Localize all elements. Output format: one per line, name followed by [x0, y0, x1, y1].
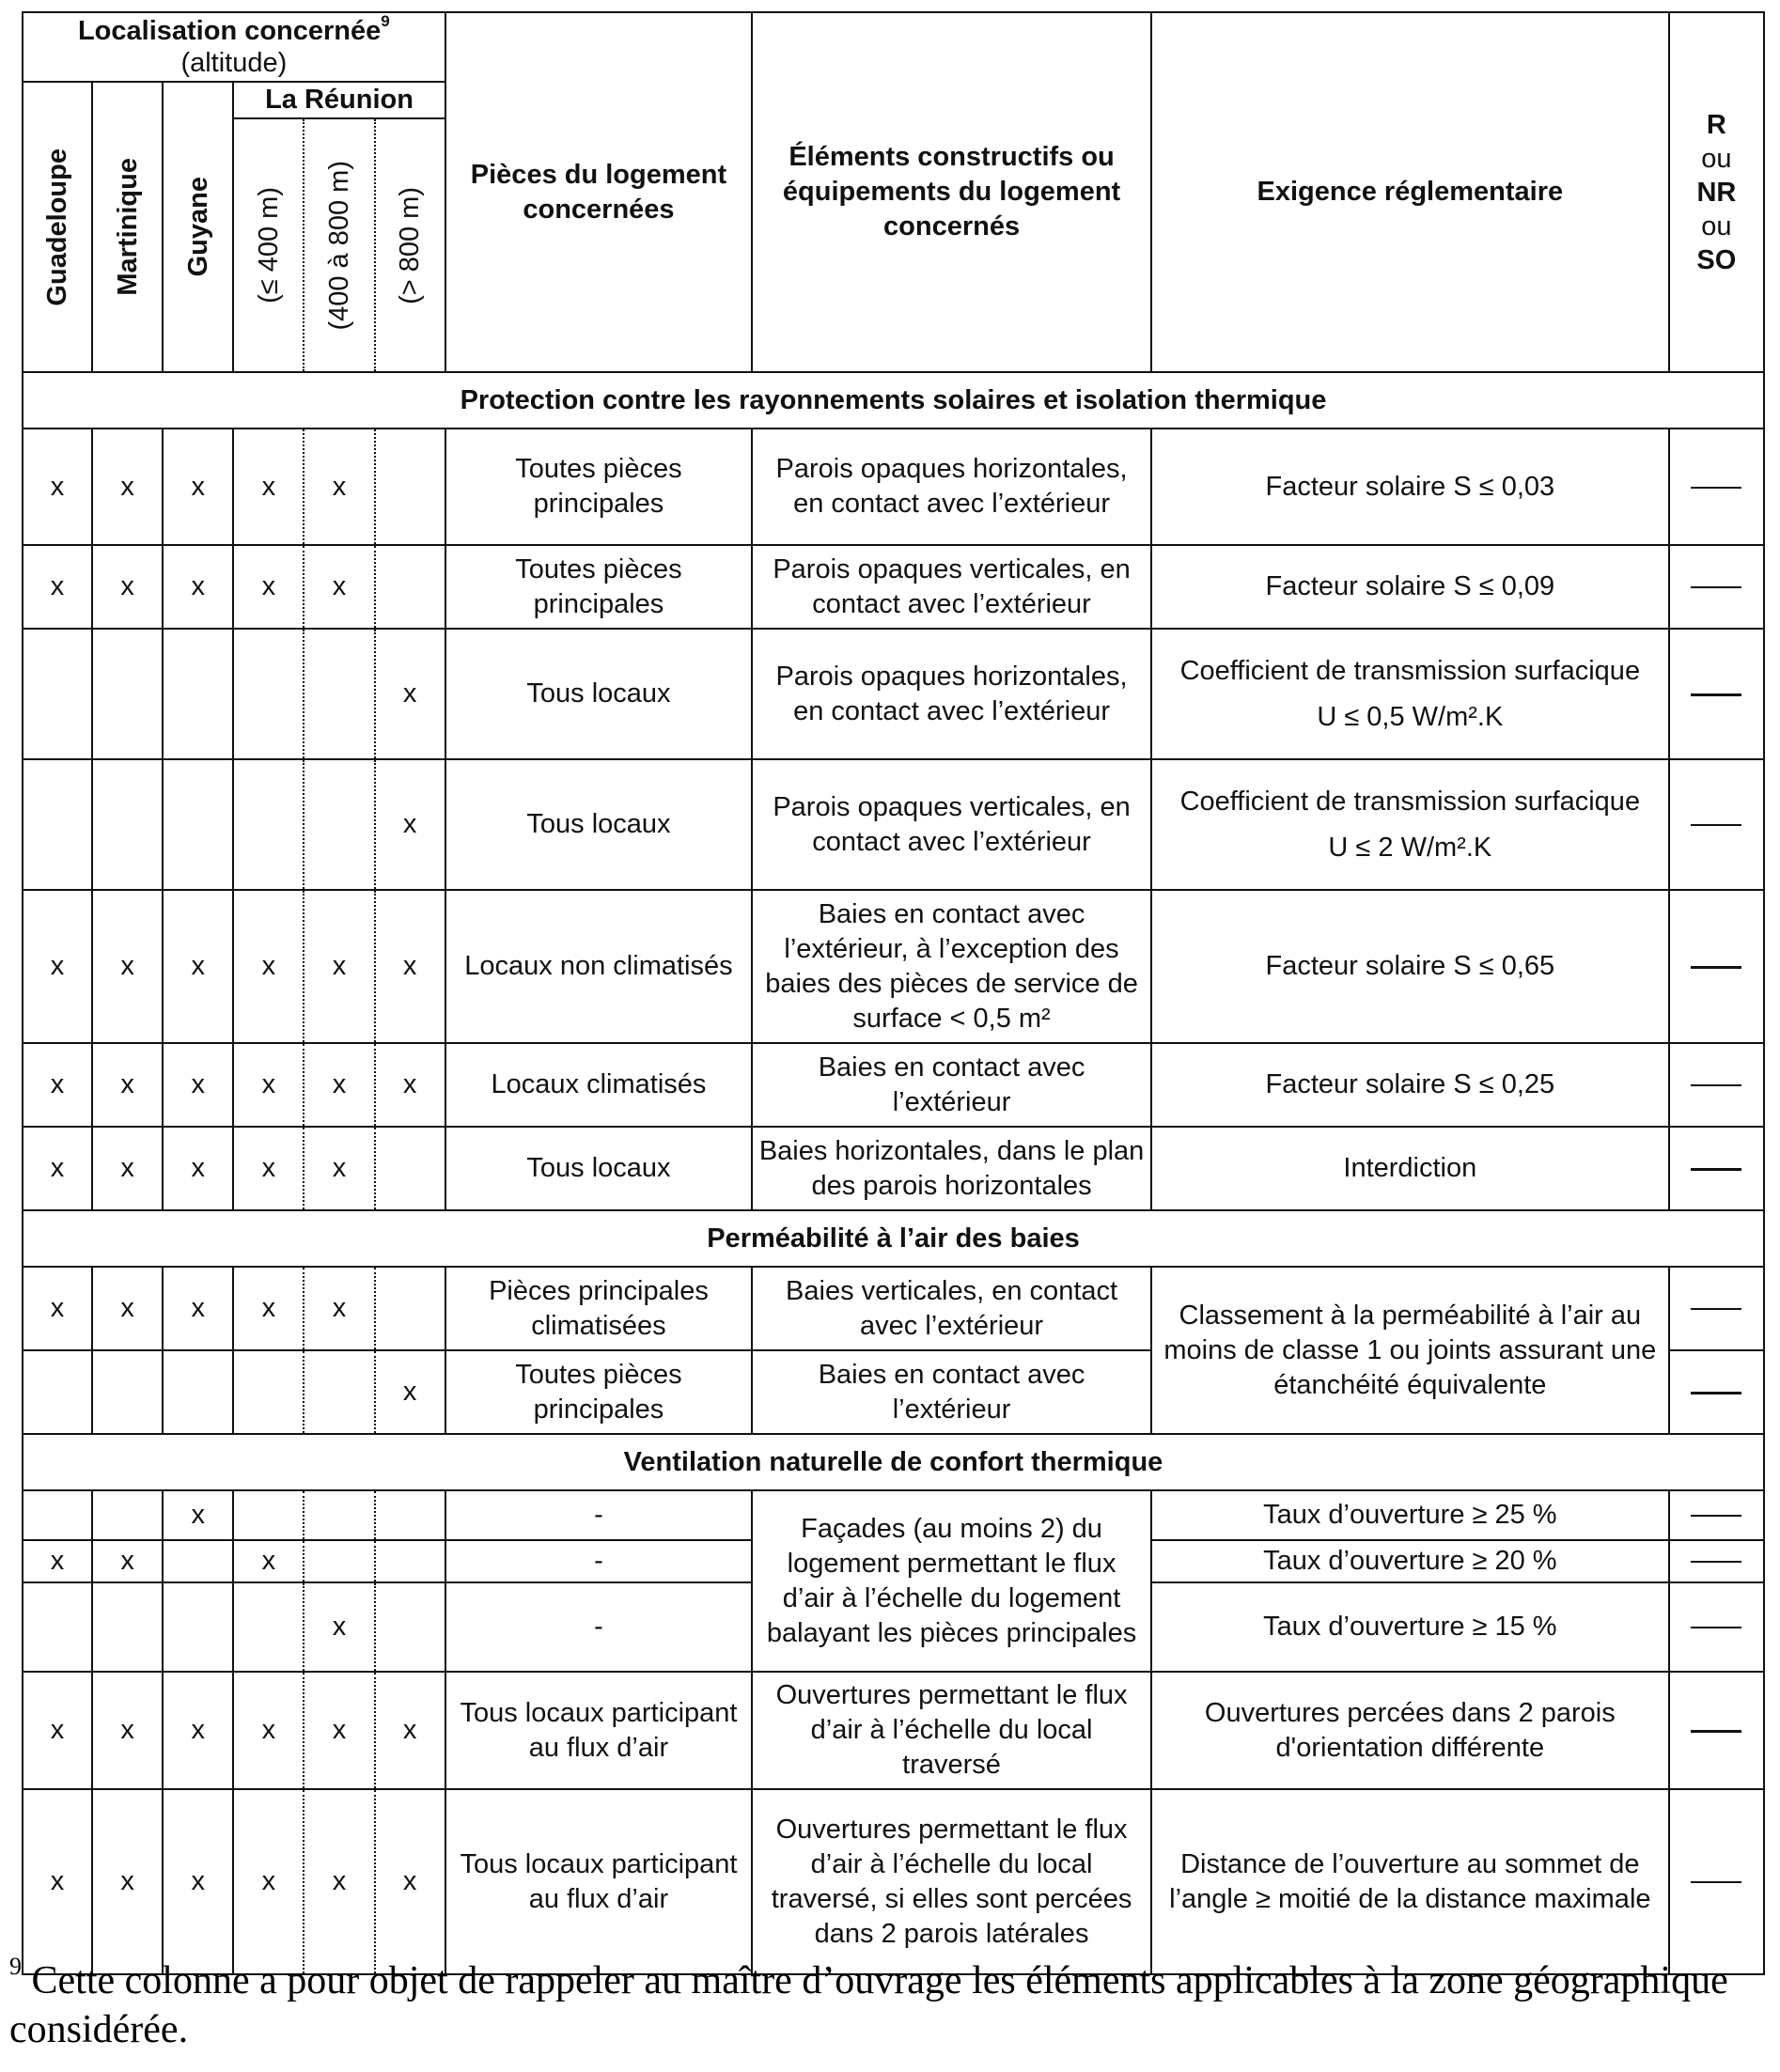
exigence-cell: Classement à la perméabilité à l’air au moins de classe 1 ou joints assurant une étanchéité équivalente	[1151, 1267, 1669, 1434]
elements-cell: Façades (au moins 2) du logement permettant le flux d’air à l’échelle du logement balayant les pièces principales	[752, 1490, 1151, 1672]
mark-cell: x	[233, 890, 304, 1043]
mark-cell	[304, 629, 374, 759]
pieces-cell: Tous locaux participant au flux d’air	[445, 1789, 753, 1974]
mark-cell: x	[233, 428, 304, 545]
mark-cell	[92, 1490, 163, 1540]
mark-cell: x	[375, 1789, 445, 1974]
mark-cell: x	[163, 428, 233, 545]
mark-cell: x	[375, 1672, 445, 1789]
exigence-cell: Taux d’ouverture ≥ 15 %	[1151, 1582, 1669, 1672]
elements-cell: Parois opaques verticales, en contact avec l’extérieur	[752, 759, 1151, 890]
mark-cell	[233, 1350, 304, 1434]
mark-cell: x	[375, 629, 445, 759]
exigence-cell: Facteur solaire S ≤ 0,65	[1151, 890, 1669, 1043]
table-row	[23, 1267, 1764, 1350]
mark-cell: x	[92, 428, 163, 545]
elements-cell: Baies horizontales, dans le plan des parois horizontales	[752, 1127, 1151, 1210]
mark-cell: x	[304, 890, 374, 1043]
exigence-cell: Taux d’ouverture ≥ 20 %	[1151, 1540, 1669, 1582]
mark-cell	[233, 759, 304, 890]
status-cell	[1669, 545, 1764, 629]
mark-cell: x	[233, 1789, 304, 1974]
mark-cell	[163, 759, 233, 890]
blank-line	[1691, 586, 1741, 588]
mark-cell	[163, 1350, 233, 1434]
table-row	[23, 890, 1764, 1043]
mark-cell: x	[92, 890, 163, 1043]
mark-cell: x	[92, 1789, 163, 1974]
exigence-cell	[1151, 759, 1669, 890]
status-cell	[1669, 890, 1764, 1043]
table-row	[23, 1490, 1764, 1540]
mark-cell: x	[23, 428, 92, 545]
status-cell	[1669, 1267, 1764, 1350]
mark-cell: x	[23, 1789, 92, 1974]
section-title: Ventilation naturelle de confort thermique	[23, 1434, 1764, 1490]
mark-cell: x	[233, 1043, 304, 1127]
status-cell	[1669, 759, 1764, 890]
alt2-header	[304, 118, 374, 372]
exigence-header: Exigence réglementaire	[1151, 12, 1669, 372]
blank-line	[1691, 1084, 1741, 1086]
mark-cell: x	[163, 1789, 233, 1974]
footnote	[9, 1953, 1767, 2054]
mark-cell: x	[375, 890, 445, 1043]
exigence-text: Coefficient de transmission surfacique	[1179, 655, 1641, 686]
status-cell	[1669, 428, 1764, 545]
pieces-cell: -	[445, 1490, 753, 1540]
mark-cell: x	[304, 1043, 374, 1127]
footnote-number: 9	[9, 1953, 22, 1980]
ou-label: ou	[1701, 143, 1732, 174]
mark-cell	[375, 1267, 445, 1350]
martinique-label: Martinique	[112, 158, 143, 296]
status-cell	[1669, 1540, 1764, 1582]
blank-line	[1691, 1627, 1741, 1628]
exigence-value: U ≤ 2 W/m².K	[1328, 832, 1492, 863]
status-cell	[1669, 1582, 1764, 1672]
table-row	[23, 759, 1764, 890]
elements-cell: Parois opaques horizontales, en contact avec l’extérieur	[752, 428, 1151, 545]
mark-cell: x	[163, 1127, 233, 1210]
table-row	[23, 1043, 1764, 1127]
pieces-cell: Tous locaux	[445, 1127, 753, 1210]
pieces-header: Pièces du logement concernées	[445, 12, 753, 372]
mark-cell	[375, 545, 445, 629]
mark-cell	[23, 629, 92, 759]
alt1-header	[233, 118, 304, 372]
martinique-header	[92, 82, 163, 372]
ou-label: ou	[1701, 210, 1732, 241]
status-cell	[1669, 1043, 1764, 1127]
mark-cell	[23, 1490, 92, 1540]
mark-cell	[233, 1582, 304, 1672]
pieces-cell: -	[445, 1582, 753, 1672]
mark-cell	[92, 1350, 163, 1434]
pieces-cell: Locaux non climatisés	[445, 890, 753, 1043]
status-cell	[1669, 629, 1764, 759]
blank-line	[1691, 824, 1741, 826]
mark-cell: x	[23, 545, 92, 629]
mark-cell: x	[23, 1672, 92, 1789]
mark-cell: x	[233, 545, 304, 629]
mark-cell: x	[23, 1267, 92, 1350]
pieces-cell: Tous locaux participant au flux d’air	[445, 1672, 753, 1789]
blank-line	[1691, 966, 1741, 969]
exigence-text: Coefficient de transmission surfacique	[1179, 786, 1641, 817]
footnote-ref: 9	[381, 12, 390, 30]
elements-cell: Parois opaques verticales, en contact avec l’extérieur	[752, 545, 1151, 629]
mark-cell	[23, 1582, 92, 1672]
mark-cell: x	[92, 1540, 163, 1582]
mark-cell: x	[92, 1672, 163, 1789]
elements-cell: Baies verticales, en contact avec l’extérieur	[752, 1267, 1151, 1350]
status-cell	[1669, 1127, 1764, 1210]
mark-cell: x	[163, 1043, 233, 1127]
mark-cell: x	[375, 759, 445, 890]
exigence-cell	[1151, 629, 1669, 759]
mark-cell: x	[163, 1672, 233, 1789]
table-row	[23, 629, 1764, 759]
alt3-header	[375, 118, 445, 372]
pieces-cell: Pièces principales climatisées	[445, 1267, 753, 1350]
mark-cell: x	[23, 890, 92, 1043]
blank-line	[1691, 1308, 1741, 1310]
guadeloupe-header	[23, 82, 92, 372]
mark-cell	[163, 1540, 233, 1582]
localisation-header	[23, 12, 445, 82]
blank-line	[1691, 693, 1741, 696]
regulation-table	[22, 11, 1765, 1975]
section-title: Perméabilité à l’air des baies	[23, 1210, 1764, 1267]
mark-cell: x	[163, 1267, 233, 1350]
mark-cell: x	[375, 1043, 445, 1127]
nr-label: NR	[1696, 177, 1737, 208]
table-row	[23, 428, 1764, 545]
mark-cell: x	[233, 1672, 304, 1789]
mark-cell: x	[163, 890, 233, 1043]
mark-cell	[304, 1540, 374, 1582]
mark-cell: x	[233, 1127, 304, 1210]
pieces-cell: Toutes pièces principales	[445, 545, 753, 629]
exigence-cell: Facteur solaire S ≤ 0,03	[1151, 428, 1669, 545]
mark-cell	[375, 428, 445, 545]
table-row	[23, 1789, 1764, 1974]
mark-cell	[375, 1582, 445, 1672]
mark-cell: x	[23, 1127, 92, 1210]
reunion-header: La Réunion	[233, 82, 445, 118]
exigence-cell: Taux d’ouverture ≥ 25 %	[1151, 1490, 1669, 1540]
alt2-label: (400 à 800 m)	[323, 160, 354, 331]
exigence-cell: Ouvertures percées dans 2 parois d'orientation différente	[1151, 1672, 1669, 1789]
exigence-value: U ≤ 0,5 W/m².K	[1317, 701, 1504, 732]
mark-cell	[23, 1350, 92, 1434]
footnote-text: Cette colonne a pour objet de rappeler au maître d’ouvrage les éléments applicables à la zone géographique considérée.	[9, 1959, 1728, 2051]
alt3-label: (> 800 m)	[395, 186, 426, 304]
mark-cell: x	[304, 1267, 374, 1350]
mark-cell: x	[304, 428, 374, 545]
guadeloupe-label: Guadeloupe	[42, 148, 73, 306]
blank-line	[1691, 1561, 1741, 1563]
blank-line	[1691, 1515, 1741, 1517]
guyane-label: Guyane	[182, 177, 213, 277]
pieces-cell: Tous locaux	[445, 759, 753, 890]
table-row	[23, 1672, 1764, 1789]
status-cell	[1669, 1789, 1764, 1974]
elements-cell: Baies en contact avec l’extérieur, à l’exception des baies des pièces de service de surface < 0,5 m²	[752, 890, 1151, 1043]
blank-line	[1691, 487, 1741, 489]
elements-header: Éléments constructifs ou équipements du logement concernés	[752, 12, 1151, 372]
r-nr-so-header	[1669, 12, 1764, 372]
mark-cell: x	[92, 1267, 163, 1350]
mark-cell: x	[304, 1789, 374, 1974]
mark-cell	[375, 1127, 445, 1210]
mark-cell: x	[233, 1540, 304, 1582]
elements-cell: Baies en contact avec l’extérieur	[752, 1350, 1151, 1434]
table-row	[23, 545, 1764, 629]
mark-cell	[304, 1350, 374, 1434]
mark-cell	[23, 759, 92, 890]
elements-cell: Parois opaques horizontales, en contact avec l’extérieur	[752, 629, 1151, 759]
mark-cell: x	[23, 1043, 92, 1127]
mark-cell: x	[304, 545, 374, 629]
localisation-label: Localisation concernée	[77, 16, 382, 46]
blank-line	[1691, 1168, 1741, 1171]
mark-cell	[92, 1582, 163, 1672]
status-cell	[1669, 1490, 1764, 1540]
blank-line	[1691, 1881, 1741, 1883]
guyane-header	[163, 82, 233, 372]
mark-cell: x	[92, 1043, 163, 1127]
pieces-cell: Tous locaux	[445, 629, 753, 759]
mark-cell: x	[163, 545, 233, 629]
mark-cell	[233, 629, 304, 759]
elements-cell: Baies en contact avec l’extérieur	[752, 1043, 1151, 1127]
altitude-label: (altitude)	[180, 48, 288, 78]
r-label: R	[1706, 109, 1726, 140]
mark-cell	[375, 1490, 445, 1540]
elements-cell: Ouvertures permettant le flux d’air à l’échelle du local traversé, si elles sont percées dans 2 parois latérales	[752, 1789, 1151, 1974]
status-cell	[1669, 1672, 1764, 1789]
mark-cell: x	[304, 1582, 374, 1672]
exigence-cell: Distance de l’ouverture au sommet de l’angle ≥ moitié de la distance maximale	[1151, 1789, 1669, 1974]
pieces-cell: Toutes pièces principales	[445, 1350, 753, 1434]
mark-cell	[304, 759, 374, 890]
elements-cell: Ouvertures permettant le flux d’air à l’échelle du local traversé	[752, 1672, 1151, 1789]
alt1-label: (≤ 400 m)	[253, 187, 284, 304]
mark-cell: x	[23, 1540, 92, 1582]
mark-cell	[163, 1582, 233, 1672]
exigence-cell: Interdiction	[1151, 1127, 1669, 1210]
mark-cell	[304, 1490, 374, 1540]
blank-line	[1691, 1730, 1741, 1733]
pieces-cell: Toutes pièces principales	[445, 428, 753, 545]
pieces-cell: -	[445, 1540, 753, 1582]
section-title: Protection contre les rayonnements solaires et isolation thermique	[23, 372, 1764, 428]
pieces-cell: Locaux climatisés	[445, 1043, 753, 1127]
mark-cell: x	[304, 1672, 374, 1789]
exigence-cell: Facteur solaire S ≤ 0,25	[1151, 1043, 1669, 1127]
blank-line	[1691, 1392, 1741, 1394]
mark-cell	[233, 1490, 304, 1540]
mark-cell: x	[92, 1127, 163, 1210]
mark-cell	[163, 629, 233, 759]
mark-cell: x	[375, 1350, 445, 1434]
mark-cell	[92, 629, 163, 759]
mark-cell: x	[304, 1127, 374, 1210]
status-cell	[1669, 1350, 1764, 1434]
mark-cell: x	[92, 545, 163, 629]
exigence-cell: Facteur solaire S ≤ 0,09	[1151, 545, 1669, 629]
mark-cell	[92, 759, 163, 890]
mark-cell: x	[233, 1267, 304, 1350]
mark-cell: x	[163, 1490, 233, 1540]
mark-cell	[375, 1540, 445, 1582]
so-label: SO	[1696, 244, 1737, 275]
table-row	[23, 1127, 1764, 1210]
